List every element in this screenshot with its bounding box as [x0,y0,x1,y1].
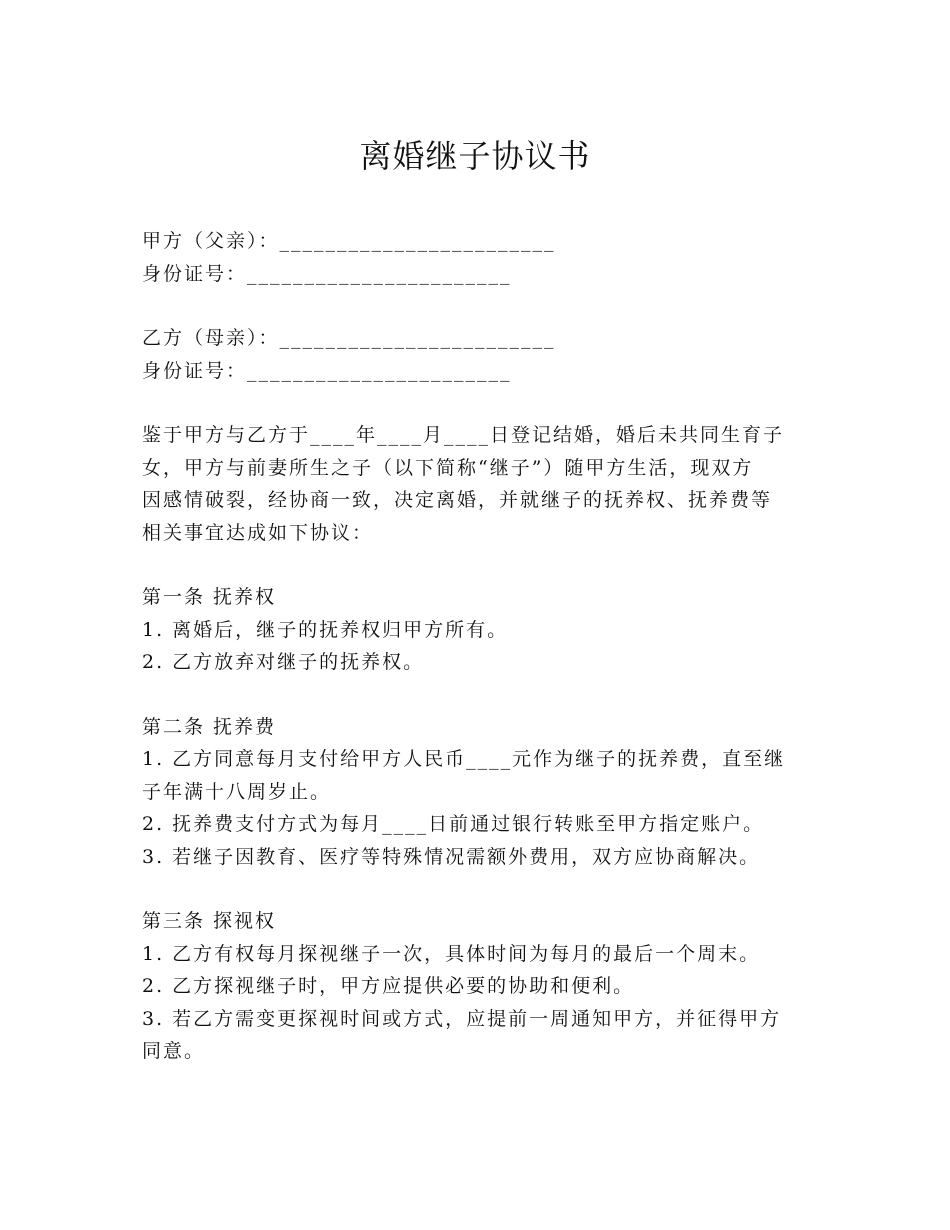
article-line: 1. 离婚后，继子的抚养权归甲方所有。 [142,618,509,641]
article-line: 3. 若继子因教育、医疗等特殊情况需额外费用，双方应协商解决。 [142,845,761,868]
article-line: 2. 抚养费支付方式为每月____日前通过银行转账至甲方指定账户。 [142,813,765,835]
preamble-line: 鉴于甲方与乙方于____年____月____日登记结婚，婚后未共同生育子 [142,424,785,446]
article-support [142,711,804,874]
spacer [142,679,804,711]
article-line: 2. 乙方探视继子时，甲方应提供必要的协助和便利。 [142,975,635,997]
spacer [142,873,804,905]
article-line: 子年满十八周岁止。 [142,780,332,803]
preamble-line: 女，甲方与前妻所生之子（以下简称“继子”）随甲方生活，现双方 [142,456,754,479]
party-b-name-field: 乙方（母亲）：________________________ [142,327,556,349]
article-line: 1. 乙方同意每月支付给甲方人民币____元作为继子的抚养费，直至继 [142,748,786,770]
spacer [142,290,804,322]
preamble-line: 因感情破裂，经协商一致，决定离婚，并就继子的抚养权、抚养费等 [142,489,773,511]
preamble-paragraph [142,419,804,549]
document-body [142,225,804,1068]
article-heading: 第三条 探视权 [142,910,277,932]
article-line: 2. 乙方放弃对继子的抚养权。 [142,651,425,673]
spacer [142,387,804,419]
party-a-id-field: 身份证号：_______________________ [142,262,512,285]
article-line: 1. 乙方有权每月探视继子一次，具体时间为每月的最后一个周末。 [142,942,761,965]
preamble-line: 相关事宜达成如下协议： [142,521,374,544]
article-line: 同意。 [142,1040,206,1062]
article-line: 3. 若乙方需变更探视时间或方式，应提前一周通知甲方，并征得甲方 [142,1007,782,1030]
article-heading: 第一条 抚养权 [142,586,277,608]
party-a-name-field: 甲方（父亲）：________________________ [142,230,556,252]
document-title: 离婚继子协议书 [359,137,591,175]
article-custody [142,581,804,679]
article-heading: 第二条 抚养费 [142,715,277,738]
spacer [142,549,804,581]
article-visitation [142,905,804,1068]
party-b-id-field: 身份证号：_______________________ [142,359,512,382]
